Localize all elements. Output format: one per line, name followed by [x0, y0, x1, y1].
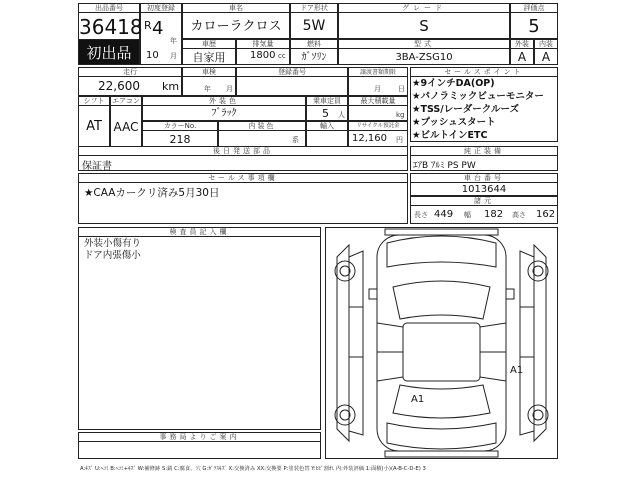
- lot-no: 36418: [78, 12, 140, 40]
- aircon-label: エアコン: [110, 96, 142, 106]
- genuine-equip-label: 純正装備: [410, 146, 558, 156]
- width: 182: [484, 209, 504, 220]
- sales-points-label: セールスポイント: [410, 67, 558, 77]
- car-name-label: 車名: [182, 3, 290, 13]
- yen-unit: 円: [396, 136, 403, 144]
- reg-no-label: 登録番号: [236, 67, 348, 77]
- exterior-score: A: [510, 48, 534, 65]
- grade-label: グレード: [338, 3, 510, 13]
- office-notes-label: 事務局よりご案内: [78, 432, 321, 442]
- length: 449: [434, 209, 454, 220]
- month-unit: 月: [170, 52, 177, 60]
- dimensions-label: 諸元: [410, 196, 558, 206]
- color-no: 218: [142, 130, 218, 147]
- rear-window: [393, 385, 490, 418]
- door-label: ドア形状: [290, 3, 338, 13]
- sales-point: ★ビルトインETC: [412, 130, 488, 141]
- recycle-fee: 12,160: [352, 133, 387, 144]
- usage-label: 車歴: [182, 39, 236, 49]
- recycle-label: リサイクル預託金: [348, 121, 408, 131]
- score-label: 評価点: [510, 3, 558, 13]
- inspection-label: 車検: [182, 67, 236, 77]
- first-reg-month: 10: [146, 50, 159, 61]
- reg-expiry-label: 譲渡書類期限: [348, 67, 408, 77]
- top-view-outline: [377, 235, 506, 451]
- usage: 自家用: [182, 48, 236, 65]
- max-load-label: 最大積載量: [348, 96, 408, 106]
- chassis-label: 車台番号: [410, 173, 558, 183]
- special-notes: ★CAAカークリ済み5月30日: [84, 187, 220, 199]
- left-side-outline: [337, 245, 349, 441]
- post-docs-label: 後日発送部品: [78, 146, 408, 156]
- post-docs-box: [78, 155, 408, 171]
- sales-points-list: [412, 77, 544, 142]
- import-label: 輸入: [306, 121, 348, 131]
- inspector-notes-label: 検査員記入欄: [78, 227, 321, 237]
- first-listing-badge: 初出品: [78, 39, 140, 65]
- inspector-notes-box: [78, 236, 321, 430]
- height-label: 高さ: [512, 211, 526, 219]
- km-unit: km: [162, 80, 180, 93]
- car-name: カローラクロス: [182, 12, 290, 39]
- inspector-notes: [84, 238, 141, 262]
- ext-color: ﾌﾞﾗｯｸ: [142, 105, 306, 121]
- reg-expiry-day-unit: 日: [398, 85, 405, 93]
- import-cell: [306, 130, 348, 147]
- model-code: 3BA-ZSG10: [338, 48, 510, 65]
- aircon: AAC: [110, 105, 142, 147]
- era-letter: R: [144, 19, 152, 32]
- wheel-rear-right: [528, 405, 548, 425]
- grade: S: [338, 12, 510, 39]
- damage-mark-a1-right: A1: [510, 365, 524, 376]
- right-side-outline: [534, 245, 546, 441]
- int-color-label: 内装色: [218, 121, 306, 131]
- fuel-label: 燃料: [290, 39, 338, 49]
- office-notes-box: [78, 441, 321, 459]
- sales-point: ★プッシュスタート: [412, 117, 496, 128]
- roof: [403, 323, 480, 381]
- damage-mark-a1-rear: A1: [411, 394, 425, 405]
- inspection-month-unit: 月: [226, 85, 233, 93]
- door-shape: 5W: [290, 12, 338, 39]
- wheel-front-left: [335, 261, 355, 281]
- capacity-label: 乗車定員: [306, 96, 348, 106]
- first-reg-year: 4: [152, 18, 164, 39]
- shift: AT: [78, 105, 110, 147]
- first-reg-label: 初度登録: [140, 3, 182, 13]
- shift-label: シフト: [78, 96, 110, 106]
- overall-score: 5: [510, 12, 558, 39]
- sales-point: ★TSS/レーダークルーズ: [412, 104, 519, 115]
- special-notes-label: セールス事項欄: [78, 173, 408, 183]
- fuel: ｶﾞｿﾘﾝ: [290, 48, 338, 65]
- capacity: 5: [322, 107, 329, 120]
- exterior-label: 外装: [510, 39, 534, 49]
- chassis-no: 1013644: [410, 182, 558, 196]
- ext-color-label: 外装色: [142, 96, 306, 106]
- mileage-label: 走行: [78, 67, 182, 77]
- reg-no-cell: [236, 76, 348, 96]
- sales-point: ★パノラミックビューモニター: [412, 91, 544, 102]
- length-label: 長さ: [414, 211, 428, 219]
- inspector-note: 外装小傷有り: [84, 238, 142, 249]
- inspection-year-unit: 年: [204, 85, 211, 93]
- displacement-label: 排気量: [236, 39, 290, 49]
- int-color-mark: 系: [292, 136, 299, 144]
- kg-unit: kg: [396, 111, 405, 119]
- post-docs: 保証書: [82, 161, 112, 172]
- height: 162: [536, 209, 556, 220]
- windshield: [393, 281, 490, 319]
- sales-point: ★9インチDA(OP): [412, 78, 495, 89]
- person-unit: 人: [338, 111, 345, 119]
- wheel-front-right: [528, 261, 548, 281]
- genuine-equip: ｴｱB ｱﾙﾐ PS PW: [413, 161, 476, 171]
- cc-unit: cc: [278, 52, 286, 60]
- interior-score: A: [534, 48, 558, 65]
- color-no-label: カラーNo.: [142, 121, 218, 131]
- inspector-note: ドア内張傷小: [84, 250, 141, 261]
- lot-no-label: 出品番号: [78, 3, 140, 13]
- reg-expiry-month-unit: 月: [374, 85, 381, 93]
- car-body-diagram: [325, 227, 558, 459]
- interior-label: 内装: [534, 39, 558, 49]
- wheel-rear-left: [335, 405, 355, 425]
- year-unit: 年: [170, 37, 177, 45]
- mileage: 22,600: [98, 79, 140, 93]
- width-label: 幅: [464, 211, 471, 219]
- model-label: 型式: [338, 39, 510, 49]
- footer-legend: A:ｷｽﾞ U:ﾍｺﾐ B:ﾍｺﾐ+ｷｽﾞ W:補修跡 S:錆 C:腐食、穴 G:ｶﾞﾗｽｷｽﾞ X:交換済み XX:交換要 P:塗装色替 Y:ﾋﾋﾞ割れ 内:外装評価 1:面積(小)(A-B-C-D-E) 3: [80, 466, 426, 472]
- displacement: 1800: [250, 50, 276, 61]
